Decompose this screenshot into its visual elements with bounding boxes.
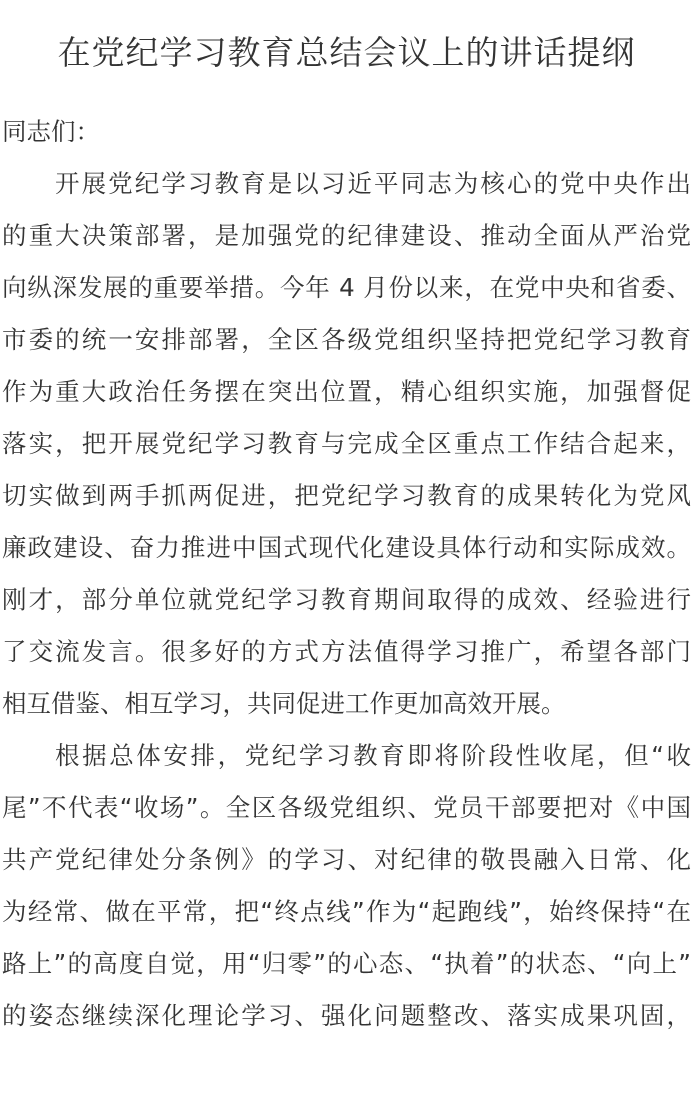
text-line: 共产党纪律处分条例》的学习、对纪律的敬畏融入日常、化 bbox=[2, 845, 691, 874]
text-line: 相互借鉴、相互学习，共同促进工作更加高效开展。 bbox=[2, 689, 566, 718]
document-title: 在党纪学习教育总结会议上的讲话提纲 bbox=[57, 33, 636, 72]
text-line: 开展党纪学习教育是以习近平同志为核心的党中央作出 bbox=[55, 169, 691, 198]
text-line: 廉政建设、奋力推进中国式现代化建设具体行动和实际成效。 bbox=[2, 533, 691, 562]
text-line: 尾”不代表“收场”。全区各级党组织、党员干部要把对《中国 bbox=[2, 793, 691, 822]
text-line: 作为重大政治任务摆在突出位置，精心组织实施，加强督促 bbox=[2, 377, 691, 406]
text-line: 切实做到两手抓两促进，把党纪学习教育的成果转化为党风 bbox=[2, 481, 691, 510]
text-line: 了交流发言。很多好的方式方法值得学习推广，希望各部门 bbox=[2, 637, 691, 666]
text-line: 刚才，部分单位就党纪学习教育期间取得的成效、经验进行 bbox=[2, 585, 691, 614]
text-line: 的重大决策部署，是加强党的纪律建设、推动全面从严治党 bbox=[2, 221, 691, 250]
text-line: 的姿态继续深化理论学习、强化问题整改、落实成果巩固， bbox=[2, 1001, 691, 1030]
text-line: 落实，把开展党纪学习教育与完成全区重点工作结合起来， bbox=[2, 429, 691, 458]
document-body bbox=[2, 106, 691, 1042]
text-line: 向纵深发展的重要举措。今年 4 月份以来，在党中央和省委、 bbox=[2, 273, 691, 302]
text-line: 路上”的高度自觉，用“归零”的心态、“执着”的状态、“向上” bbox=[2, 949, 691, 978]
text-line: 根据总体安排，党纪学习教育即将阶段性收尾，但“收 bbox=[55, 741, 691, 770]
text-line: 为经常、做在平常，把“终点线”作为“起跑线”，始终保持“在 bbox=[2, 897, 691, 926]
text-line: 市委的统一安排部署，全区各级党组织坚持把党纪学习教育 bbox=[2, 325, 691, 354]
greeting-line: 同志们： bbox=[2, 117, 100, 146]
